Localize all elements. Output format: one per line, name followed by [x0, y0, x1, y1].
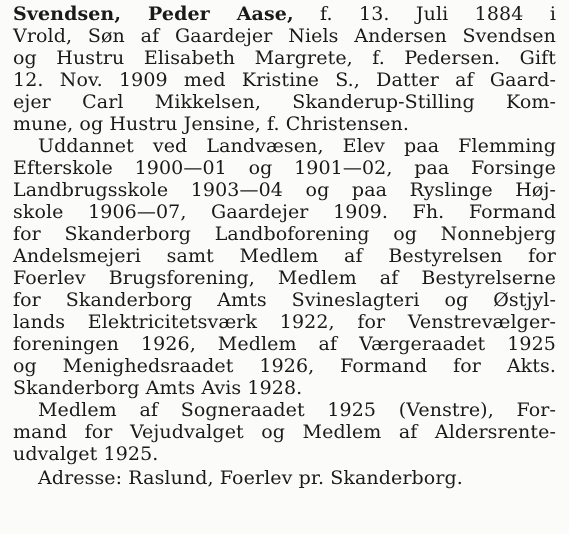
education-line-2: Efterskole 1900—01 og 1901—02, paa Forsinge: [13, 157, 556, 179]
person-name: Svendsen, Peder Aase,: [13, 3, 294, 25]
entry-line-1: [13, 4, 556, 25]
entry-line-2: Vrold, Søn af Gaardejer Niels Andersen Svendsen: [13, 25, 556, 47]
entry-line-6: mune, og Hustru Jensine, f. Christensen.: [13, 113, 409, 135]
entry-line-5: ejer Carl Mikkelsen, Skanderup-Stilling Kom-: [13, 91, 556, 113]
entry-line-3: og Hustru Elisabeth Margrete, f. Pedersen. Gift: [13, 47, 556, 69]
education-line-10: foreningen 1926, Medlem af Værgeraadet 1925: [13, 333, 556, 355]
education-line-9: lands Elektricitetsværk 1922, for Venstrevælger-: [13, 311, 556, 333]
politics-line-3: udvalget 1925.: [13, 443, 159, 465]
education-line-12: Skanderborg Amts Avis 1928.: [13, 377, 303, 399]
entry-line-4: 12. Nov. 1909 med Kristine S., Datter af Gaard-: [13, 69, 556, 91]
politics-line-1: Medlem af Sogneraadet 1925 (Venstre), For-: [38, 399, 556, 421]
education-line-6: Andelsmejeri samt Medlem af Bestyrelsen for: [13, 245, 556, 267]
entry-line-1-text: f. 13. Juli 1884 i: [293, 3, 556, 25]
address-line: Adresse: Raslund, Foerlev pr. Skanderborg.: [38, 467, 463, 489]
politics-line-2: mand for Vejudvalget og Medlem af Aldersrente-: [13, 421, 556, 443]
education-line-11: og Menighedsraadet 1926, Formand for Akts.: [13, 355, 556, 377]
education-line-1: Uddannet ved Landvæsen, Elev paa Flemming: [38, 135, 556, 157]
education-line-3: Landbrugsskole 1903—04 og paa Ryslinge Høj-: [13, 179, 556, 201]
education-line-7: Foerlev Brugsforening, Medlem af Bestyrelserne: [13, 267, 556, 289]
education-line-5: for Skanderborg Landboforening og Nonnebjerg: [13, 223, 556, 245]
education-line-4: skole 1906—07, Gaardejer 1909. Fh. Formand: [13, 201, 556, 223]
education-line-8: for Skanderborg Amts Svineslagteri og Østjyl-: [13, 289, 556, 311]
